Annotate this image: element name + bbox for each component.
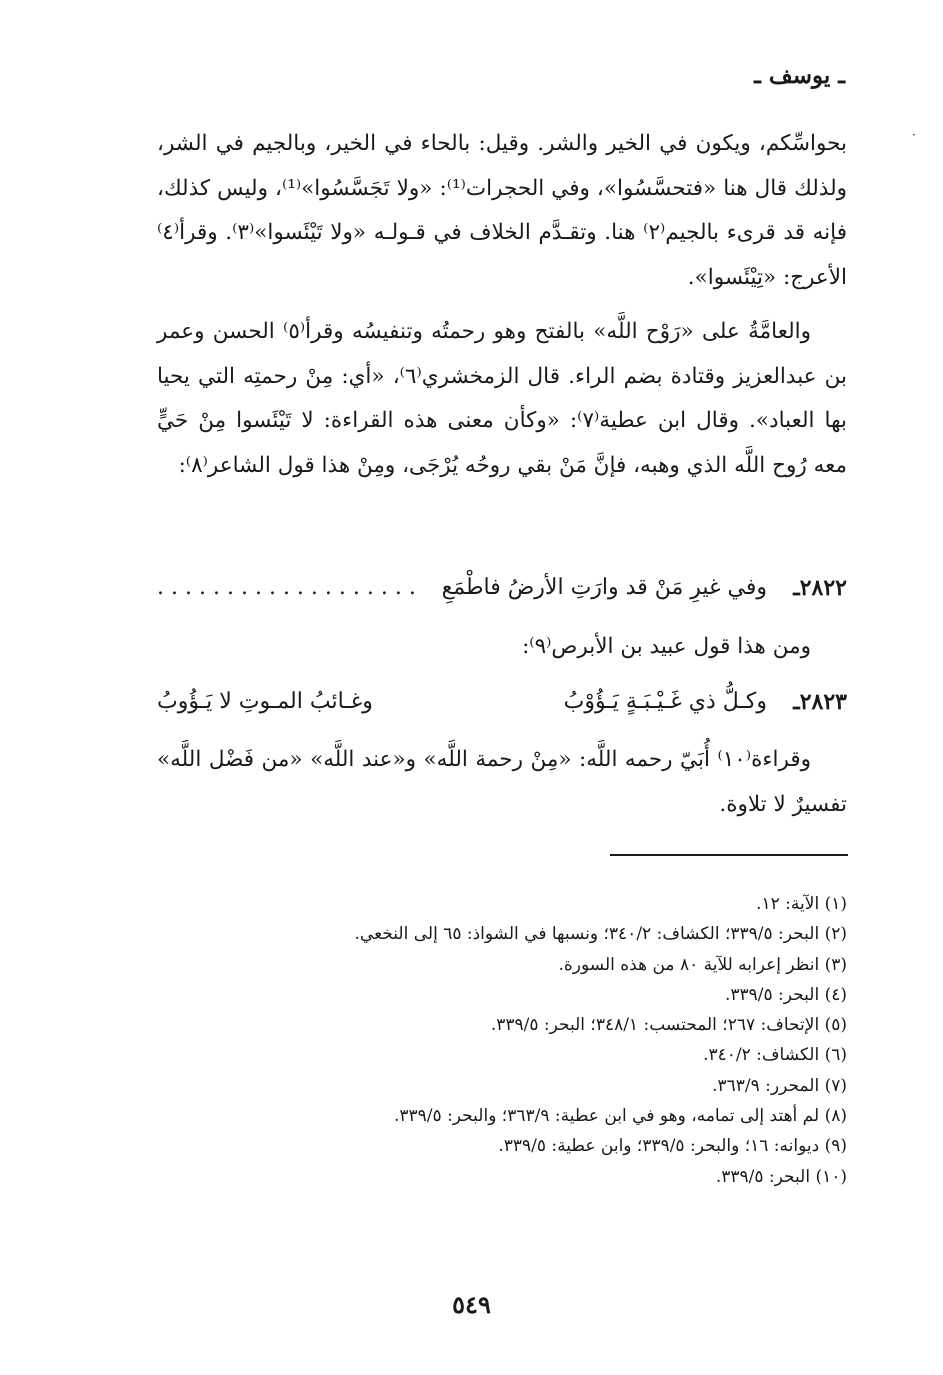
footnote-3: (٣) انظر إعرابه للآية ٨٠ من هذه السورة. — [558, 954, 847, 975]
paragraph-3: وقراءة⁽١٠⁾ أُبَيّ رحمه اللَّه: «مِنْ رحمة اللَّه» و«عند اللَّه» «من فَضْل اللَّه» تفسيرٌ لا تلاوة. — [157, 747, 847, 817]
verse-intro: ومن هذا قول عبيد بن الأبرص⁽٩⁾: — [522, 634, 811, 659]
verse-first-hemistich: وكـلُّ ذي غَـيْـبَـةٍ يَـؤُوْبُ — [563, 689, 767, 714]
footnote-2: (٢) البحر: ٣٣٩/٥؛ الكشاف: ٣٤٠/٢؛ ونسبها في الشواذ: ٦٥ إلى النخعي. — [354, 924, 847, 945]
verse-2822 — [157, 566, 847, 610]
verse-number: ٢٨٢٣ـ — [793, 689, 847, 715]
footnote-9: (٩) ديوانه: ١٦؛ والبحر: ٣٣٩/٥؛ وابن عطية: ٣٣٩/٥. — [498, 1136, 847, 1157]
paragraph-2: والعامَّةُ على «رَوْح اللَّه» بالفتح وهو رحمتُه وتنفيسُه وقرأ⁽٥⁾ الحسن وعمر بن عبدالعزيز وقتادة بضم الراء. قال الزمخشري⁽٦⁾، «أي: مِنْ رحمتِه التي يحيا بها العباد». وقال ابن عطية⁽٧⁾: «وكأن معنى هذه القراءة: لا تَيْئَسوا مِنْ حَيٍّ معه رُوح اللَّه الذي وهبه، فإنَّ مَنْ بقي روحُه يُرْجَى، ومِنْ هذا قول الشاعر⁽٨⁾: — [157, 319, 847, 478]
main-text — [157, 122, 847, 488]
paragraph-1: بحواسِّكم، ويكون في الخير والشر. وقيل: بالحاء في الخير، وبالجيم في الشر، ولذلك قال هنا «فتحسَّسُوا»، وفي الحجرات⁽¹⁾: «ولا تَجَسَّسُوا»⁽¹⁾، وليس كذلك، فإنه قد قرىء بالجيم⁽٢⁾ هنا. وتقـدَّم الخلاف في قـولـه «ولا تَيْئَسوا»⁽٣⁾. وقرأ⁽٤⁾ الأعرج: «تِيْئَسوا». — [157, 131, 847, 290]
verse-first-hemistich: وفي غيرِ مَنْ قد وارَتِ الأرضُ فاطْمَعِ — [441, 575, 767, 600]
footnote-8: (٨) لم أهتد إلى تمامه، وهو في ابن عطية: ٣٦٣/٩؛ والبحر: ٣٣٩/٥. — [394, 1106, 847, 1127]
footnote-1: (١) الآية: ١٢. — [756, 894, 847, 914]
footnote-5: (٥) الإتحاف: ٢٦٧؛ المحتسب: ٣٤٨/١؛ البحر: ٣٣٩/٥. — [490, 1015, 847, 1036]
verse-second-hemistich: ................... — [157, 575, 423, 600]
footnote-10: (١٠) البحر: ٣٣٩/٥. — [715, 1166, 847, 1187]
footnote-7: (٧) المحرر: ٣٦٣/٩. — [712, 1075, 847, 1096]
closing-text — [157, 738, 847, 827]
verse-2823 — [157, 680, 847, 724]
footnotes — [157, 889, 847, 1192]
page-number: ٥٤٩ — [452, 1290, 491, 1319]
verse-second-hemistich: وغـائبُ المـوتِ لا يَـؤُوبُ — [157, 689, 373, 714]
running-header: ـ يوسف ـ — [754, 62, 845, 89]
margin-mark: · — [912, 128, 916, 142]
verse-number: ٢٨٢٢ـ — [793, 575, 847, 601]
footnote-separator — [610, 854, 848, 856]
footnote-4: (٤) البحر: ٣٣٩/٥. — [724, 984, 847, 1005]
footnote-6: (٦) الكشاف: ٣٤٠/٢. — [703, 1045, 847, 1066]
